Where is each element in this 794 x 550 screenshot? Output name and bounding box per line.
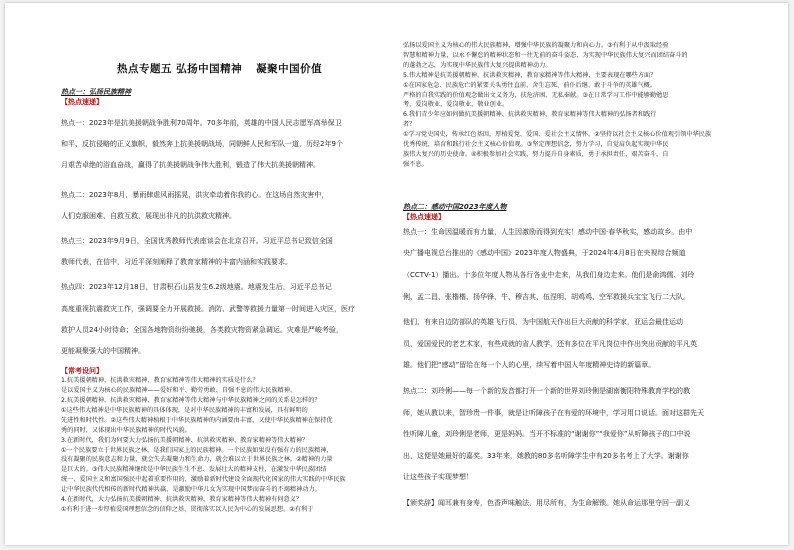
- page-title-part1: 热点专题五 弘扬中国精神: [117, 63, 243, 75]
- page-title: [117, 61, 322, 76]
- right-intro-line: 考，爱岗敬业，爱岗敬业、敬业创业。: [403, 101, 509, 109]
- right-paragraph-line: 性听障儿童，刘玲俐是老师，更是妈妈。当开不标准的“谢谢你”“我爱你”从听障孩子的口中说: [403, 430, 691, 439]
- right-paragraph-line: 出，这便是她最好的嘉奖。33年来，她教的80多名听障学生中有20多名考上了大学。谢谢你: [403, 451, 689, 460]
- qa-line: 1.抗美援朝精神、抗洪救灾精神、教育家精神等伟大精神的实质是什么？: [61, 377, 259, 385]
- left-column: [61, 87, 391, 515]
- qa-line: ①有利于进一步厚植爱国理想信念的信仰之基，贯彻落实以人民为中心的发展思想。②有利于: [61, 506, 314, 514]
- page-title-part2: 凝聚中国价值: [256, 63, 323, 75]
- qa-line: 是以爱国主义为核心的民族精神——爱好和平、勤劳勇敢、自强不息的伟大民族精神。: [61, 387, 297, 395]
- right-paragraph-line: 让这些孩子实现梦想！: [403, 473, 473, 482]
- document-page: [5, 3, 788, 545]
- left-paragraph-line: 更能凝聚强大的中国精神。: [61, 347, 145, 356]
- right-intro-line: 弘扬以爱国主义为核心的伟大民族精神，增强中华民族的凝聚力和向心力。③有利于从中汲取经验: [403, 42, 669, 49]
- right-paragraph-line: 雄。他们把“感动”留给在每一个人的心里，续写着中国人年度精神史诗的新篇章。: [403, 361, 656, 370]
- right-intro-line: ①在国家危急、民族危亡的紧要关头勇往直前、舍生忘死、前仆后继、敢于斗争的英雄气概。: [403, 81, 657, 89]
- right-intro-line: 6.我们青少年应如何做抗美援朝精神、抗洪救灾精神、教育家精神等伟大精神的弘扬者和践行: [403, 111, 657, 119]
- left-paragraph-line: 热点二：2023年8月，暴雨肆虐风雨摇晃，洪灾牵动着你我的心。在这场自然灾害中，: [61, 190, 329, 199]
- left-paragraph-line: 月艰苦卓绝的浴血奋战，赢得了抗美援朝战争伟大胜利，锻造了伟大抗美援朝精神。: [61, 161, 320, 170]
- qa-line: 统一、爱国主义和富国强民中起着重要作用的，激励着新时代建设全面现代化国家的伟大实践的中华民族: [61, 476, 346, 484]
- topic1-heading: 热点一：弘扬民族精神: [61, 88, 131, 96]
- right-paragraph-line: 【颁奖辞】闻耳兼有身寿，色香声味触法，用尽所有，为生命解锁。她从命运那里夺回一副义: [403, 498, 690, 507]
- left-paragraph-line: 热点三：2023年9月9日，全国优秀教师代表座谈会在北京召开。习近平总书记致信全国: [61, 237, 333, 246]
- qa-line: ①一个民族要立于世界民族之林，是我们国家上的民族精神。一个民族如果没有强有力的民族精神，: [61, 446, 333, 454]
- right-intro-line: ①学习党史国史，传承红色基因，厚植爱党、爱国、爱社会主义情怀。②坚持以社会主义核心价值观引领中华民族: [403, 131, 712, 139]
- right-intro-line: 强不息。: [403, 160, 428, 168]
- left-paragraph-line: 热点一：2023年是抗美援朝战争胜利70周年。70多年前，英雄的中国人民志愿军高举保卫: [61, 119, 342, 127]
- right-intro-line: 智慧和精神力量，以永不懈怠的精神状态和一往无前的奋斗姿态，为实现中华民族伟大复兴而团结奋斗的: [403, 51, 688, 59]
- right-paragraph-line: 央广播电视总台推出的《感动中国》2023年度人物盛典，于2024年4月8日在央视综合频道: [403, 249, 686, 258]
- right-intro-line: 严格的自我实践的价值观念做出文义务为，扶危济困、无私奉献。③在日常学习工作中能够勤勉思: [403, 91, 669, 99]
- exam-question-heading: 【常考设问】: [61, 367, 103, 376]
- qa-line: ①这些伟大精神是中华民族精神的具体体现，是对中华民族精神的丰富和发展，具有鲜明的: [61, 406, 308, 414]
- right-intro-line: 族伟大复兴的历史使命。④积极参加社会实践，努力提升自身素质，勇于承担责任，艰苦奋斗，自: [403, 150, 669, 158]
- left-paragraph-line: 救护人员24小时待命；全国各地物资纷纷驰援，各类救灾物资紧急调运。灾难是严峻考验，: [61, 325, 343, 334]
- right-paragraph-line: 员，爱国爱民的老艺术家，有些成就的省人教学，还有多位在平凡岗位中作出突出贡献的平凡英: [403, 339, 697, 348]
- qa-line: 2.抗美援朝精神、抗洪救灾精神、教育家精神等伟大精神与中华民族精神之间的关系是怎样的？: [61, 397, 321, 405]
- right-paragraph-line: 他们，有来自边防部队的英雄飞行员，为中国航天作出巨大贡献的科学家，亚运会最佳运动: [403, 318, 683, 327]
- right-paragraph-line: 师，她从教以来，智珍贵一件事，就是让听障孩子在有爱的环境中，学习用口说话。面对这群先天: [403, 408, 704, 417]
- right-paragraph-line: （CCTV-1）播出。十多位年度人物从各行各业中走来，从我们身边走来。他们是俞鸿儒、刘玲: [403, 270, 695, 279]
- qa-line: 是巨大的。③伟大民族精神继续是中华民族生生不息、发展壮大的精神支柱，在激发中华民族团结: [61, 466, 327, 474]
- qa-line: 3.在新时代，我们为何要大力弘扬抗美援朝精神、抗洪救灾精神、教育家精神等伟大精神？: [61, 436, 309, 444]
- left-paragraph-line: 高度重视抗震救灾工作，强调要全力开展救援。消防、武警等救援力量第一时间进入灾区，医疗: [61, 304, 355, 313]
- left-paragraph-line: 和平、反抗侵略的正义旗帜，毅然奔上抗美援朝战场，同朝鲜人民和军队一道，历经2年9个: [61, 140, 343, 149]
- qa-line: 让中华民族代代相传的新时代精神共赢，是激励中华儿女为实现中国梦而奋斗的不竭精神动力。: [61, 486, 321, 494]
- qa-line: 没有凝聚的民族意志和力量，就会失去凝聚力和生命力，就会难以立于世界民族之林。②精神的力量: [61, 456, 333, 464]
- right-paragraph-line: 俐、孟二昌、张楷楷、扬华锋、牛、穆吉其、伍涅明、胡鸡鸡、空军救援兵宝宝飞行二大队。: [403, 292, 690, 301]
- right-intro-line: 优秀传统，培育和践行社会主义核心价值观。③坚定理想信念，努力学习，自觉肩负起实现中华民: [403, 141, 669, 149]
- qa-line: 先进性和时代性。②这些伟大精神植根于中华民族精神的内涵要由丰富，又使中华民族精神在保持优: [61, 416, 333, 424]
- right-intro-line: 5.伟大精神是抗美援朝精神、抗洪救灾精神、教育家精神等伟大精神，主要表现在哪些方面？: [403, 71, 657, 79]
- left-paragraph-line: 人们克服困难、自救互救，展现出非凡的抗洪救灾精神。: [61, 211, 236, 220]
- right-paragraph-line: 热点二：刘玲俐——每一个新的发音都打开一个新的世界刘玲俐是湖南衡阳特殊教育学校的教: [403, 386, 690, 395]
- right-paragraph-line: 热点一：生命因温暖而有力量，人生因激励而得到充实！感动中国·春华秋实，感动故乡。由中: [403, 227, 693, 236]
- hot-news-heading: 【热点速递】: [61, 98, 103, 106]
- qa-line: 4.在新时代，大力弘扬抗美援朝精神、抗洪救灾精神、教育家精神等伟大精神有何意义？: [61, 496, 303, 504]
- left-paragraph-line: 热点四：2023年12月18日，甘肃积石山县发生6.2级地震。地震发生后，习近平总书记: [61, 283, 332, 292]
- right-column: [403, 41, 777, 515]
- right-intro-line: 的蓬勃之志，为实现中华民族伟大复兴提供精神动力。: [403, 61, 552, 69]
- right-intro-line: 者？: [403, 121, 416, 129]
- qa-line: 秀的同时，又体现出中华民族精神的时代风貌。: [61, 426, 191, 434]
- left-paragraph-line: 教师代表，在信中，习近平深刻阐释了教育家精神的丰富内涵和实践要求。: [61, 258, 292, 267]
- hot-news-heading-2: 【热点速递】: [403, 212, 445, 221]
- topic2-heading: 热点二：感动中国2023年度人物: [403, 202, 507, 211]
